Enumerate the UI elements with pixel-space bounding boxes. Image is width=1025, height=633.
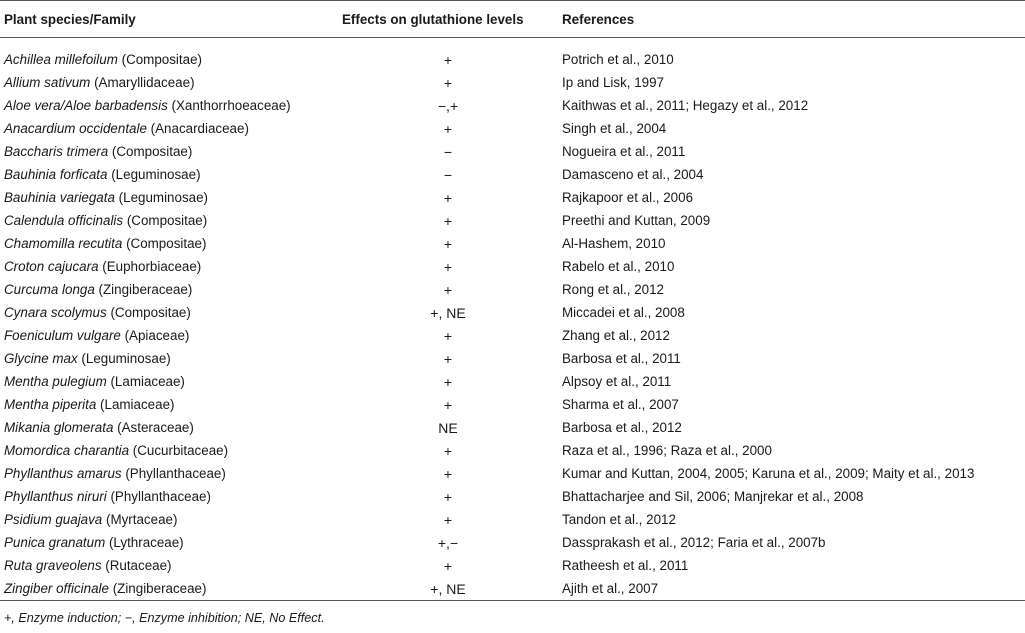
effect-value: + (443, 442, 453, 459)
effect-cell (338, 163, 558, 186)
effect-cell (338, 48, 558, 71)
effect-cell (338, 485, 558, 508)
species-name: Achillea millefoilum (4, 52, 118, 67)
table-row (0, 94, 1025, 117)
species-name: Momordica charantia (4, 443, 130, 458)
family-name: (Myrtaceae) (106, 512, 178, 527)
species-cell (0, 186, 338, 209)
effect-value: + (443, 465, 453, 482)
effect-value: −,+ (437, 97, 459, 114)
species-cell (0, 439, 338, 462)
species-cell (0, 508, 338, 531)
species-name: Punica granatum (4, 535, 106, 550)
species-cell (0, 416, 338, 439)
effect-cell (338, 462, 558, 485)
species-cell (0, 255, 338, 278)
header-references: References (558, 1, 1025, 38)
species-name: Bauhinia forficata (4, 167, 108, 182)
table-row (0, 347, 1025, 370)
references-cell: Al-Hashem, 2010 (562, 236, 666, 251)
species-name: Cynara scolymus (4, 305, 107, 320)
references-cell: Barbosa et al., 2012 (562, 420, 682, 435)
species-name: Anacardium occidentale (4, 121, 147, 136)
effect-cell (338, 232, 558, 255)
species-name: Mentha pulegium (4, 374, 107, 389)
family-name: (Compositae) (126, 236, 207, 251)
species-cell (0, 301, 338, 324)
references-cell: Rabelo et al., 2010 (562, 259, 675, 274)
effect-cell (338, 531, 558, 554)
species-cell (0, 370, 338, 393)
species-name: Allium sativum (4, 75, 91, 90)
references-cell: Singh et al., 2004 (562, 121, 667, 136)
effect-value: + (443, 258, 453, 275)
family-name: (Lythraceae) (108, 535, 184, 550)
species-name: Croton cajucara (4, 259, 99, 274)
species-cell (0, 531, 338, 554)
references-cell: Kaithwas et al., 2011; Hegazy et al., 2012 (562, 98, 809, 113)
species-cell (0, 554, 338, 577)
family-name: (Cucurbitaceae) (132, 443, 229, 458)
family-name: (Phyllanthaceae) (125, 466, 226, 481)
species-name: Baccharis trimera (4, 144, 109, 159)
table-row (0, 278, 1025, 301)
family-name: (Leguminosae) (81, 351, 171, 366)
species-cell (0, 117, 338, 140)
references-cell: Potrich et al., 2010 (562, 52, 674, 67)
effect-value: − (443, 143, 453, 160)
effect-value: + (443, 235, 453, 252)
spacer-cell (0, 38, 1025, 49)
table-row (0, 186, 1025, 209)
effect-cell (338, 71, 558, 94)
effect-value: + (443, 557, 453, 574)
family-name: (Lamiaceae) (110, 374, 185, 389)
effect-value: +, NE (430, 304, 466, 321)
table-row (0, 462, 1025, 485)
effect-value: + (443, 488, 453, 505)
header-row (0, 1, 1025, 38)
table-row (0, 485, 1025, 508)
species-cell (0, 140, 338, 163)
family-name: (Compositae) (126, 213, 208, 228)
family-name: (Lamiaceae) (100, 397, 175, 412)
species-name: Phyllanthus amarus (4, 466, 122, 481)
effect-value: − (443, 166, 453, 183)
references-cell: Ip and Lisk, 1997 (562, 75, 664, 90)
table-row (0, 416, 1025, 439)
table-body (0, 38, 1025, 601)
effect-cell (338, 416, 558, 439)
effect-cell (338, 393, 558, 416)
effect-cell (338, 140, 558, 163)
table-row (0, 140, 1025, 163)
effect-cell (338, 209, 558, 232)
family-name: (Leguminosae) (111, 167, 201, 182)
references-cell: Tandon et al., 2012 (562, 512, 676, 527)
species-name: Psidium guajava (4, 512, 103, 527)
effect-cell (338, 255, 558, 278)
family-name: (Leguminosae) (118, 190, 208, 205)
effect-value: +, NE (430, 580, 466, 597)
species-cell (0, 393, 338, 416)
effect-cell (338, 186, 558, 209)
species-name: Zingiber officinale (4, 581, 109, 596)
references-cell: Raza et al., 1996; Raza et al., 2000 (562, 443, 772, 458)
effect-value: + (443, 51, 453, 68)
references-cell: Barbosa et al., 2011 (562, 351, 681, 366)
references-cell: Bhattacharjee and Sil, 2006; Manjrekar et al., 2008 (562, 489, 864, 504)
effect-value: + (443, 189, 453, 206)
references-cell: Rajkapoor et al., 2006 (562, 190, 694, 205)
family-name: (Apiaceae) (124, 328, 190, 343)
family-name: (Amaryllidaceae) (94, 75, 195, 90)
effect-cell (338, 370, 558, 393)
species-cell (0, 94, 338, 117)
effect-value: +,− (437, 534, 459, 551)
effect-value: + (443, 373, 453, 390)
family-name: (Euphorbiaceae) (102, 259, 202, 274)
species-name: Mentha piperita (4, 397, 97, 412)
effect-value: + (443, 120, 453, 137)
references-cell: Damasceno et al., 2004 (562, 167, 704, 182)
references-cell: Sharma et al., 2007 (562, 397, 679, 412)
species-cell (0, 278, 338, 301)
effect-cell (338, 324, 558, 347)
table-spacer (0, 38, 1025, 49)
table-row (0, 554, 1025, 577)
table-row (0, 508, 1025, 531)
table-row (0, 393, 1025, 416)
table-row (0, 163, 1025, 186)
species-cell (0, 324, 338, 347)
effect-value: + (443, 350, 453, 367)
references-cell: Preethi and Kuttan, 2009 (562, 213, 711, 228)
species-cell (0, 577, 338, 601)
references-cell: Ratheesh et al., 2011 (562, 558, 689, 573)
table-row (0, 209, 1025, 232)
table-row (0, 48, 1025, 71)
header-effect: Effects on glutathione levels (338, 1, 558, 38)
effect-cell (338, 278, 558, 301)
effect-cell (338, 577, 558, 601)
species-cell (0, 71, 338, 94)
effect-value: + (443, 281, 453, 298)
table-row (0, 531, 1025, 554)
species-name: Calendula officinalis (4, 213, 124, 228)
family-name: (Compositae) (121, 52, 202, 67)
references-cell: Rong et al., 2012 (562, 282, 664, 297)
effect-cell (338, 554, 558, 577)
table-row (0, 370, 1025, 393)
species-name: Aloe vera/Aloe barbadensis (4, 98, 168, 113)
species-name: Chamomilla recutita (4, 236, 123, 251)
effect-value: + (443, 327, 453, 344)
species-cell (0, 232, 338, 255)
family-name: (Compositae) (111, 144, 193, 159)
table-row (0, 255, 1025, 278)
table-footnote: +, Enzyme induction; −, Enzyme inhibition; NE, No Effect. (4, 611, 325, 625)
species-name: Mikania glomerata (4, 420, 114, 435)
references-cell: Kumar and Kuttan, 2004, 2005; Karuna et al., 2009; Maity et al., 2013 (562, 466, 975, 481)
references-cell: Zhang et al., 2012 (562, 328, 670, 343)
species-name: Ruta graveolens (4, 558, 102, 573)
effect-value: + (443, 212, 453, 229)
table-row (0, 71, 1025, 94)
references-cell: Ajith et al., 2007 (558, 577, 1025, 601)
table-row (0, 117, 1025, 140)
references-cell: Alpsoy et al., 2011 (562, 374, 672, 389)
effect-cell (338, 439, 558, 462)
references-cell: Nogueira et al., 2011 (562, 144, 686, 159)
table-row (0, 232, 1025, 255)
effect-cell (338, 94, 558, 117)
species-cell (0, 347, 338, 370)
references-cell: Dassprakash et al., 2012; Faria et al., 2007b (562, 535, 826, 550)
family-name: (Compositae) (110, 305, 191, 320)
species-cell (0, 485, 338, 508)
effect-cell (338, 117, 558, 140)
family-name: (Anacardiaceae) (150, 121, 249, 136)
header-species: Plant species/Family (0, 1, 338, 38)
effect-cell (338, 301, 558, 324)
effect-value: + (443, 74, 453, 91)
species-cell (0, 163, 338, 186)
family-name: (Xanthorrhoeaceae) (171, 98, 291, 113)
family-name: (Zingiberaceae) (112, 581, 207, 596)
effect-value: NE (438, 419, 458, 436)
references-cell: Miccadei et al., 2008 (562, 305, 685, 320)
species-cell (0, 48, 338, 71)
table-header (0, 1, 1025, 38)
table-row (0, 324, 1025, 347)
species-name: Foeniculum vulgare (4, 328, 121, 343)
table-row (0, 439, 1025, 462)
effect-value: + (443, 396, 453, 413)
family-name: (Phyllanthaceae) (110, 489, 211, 504)
species-cell (0, 462, 338, 485)
family-name: (Rutaceae) (105, 558, 172, 573)
species-name: Glycine max (4, 351, 78, 366)
species-name: Bauhinia variegata (4, 190, 115, 205)
table-row (0, 577, 1025, 601)
table-row (0, 301, 1025, 324)
effect-cell (338, 508, 558, 531)
family-name: (Asteraceae) (117, 420, 194, 435)
family-name: (Zingiberaceae) (98, 282, 193, 297)
species-name: Curcuma longa (4, 282, 95, 297)
species-name: Phyllanthus niruri (4, 489, 107, 504)
species-cell (0, 209, 338, 232)
effect-value: + (443, 511, 453, 528)
effect-cell (338, 347, 558, 370)
